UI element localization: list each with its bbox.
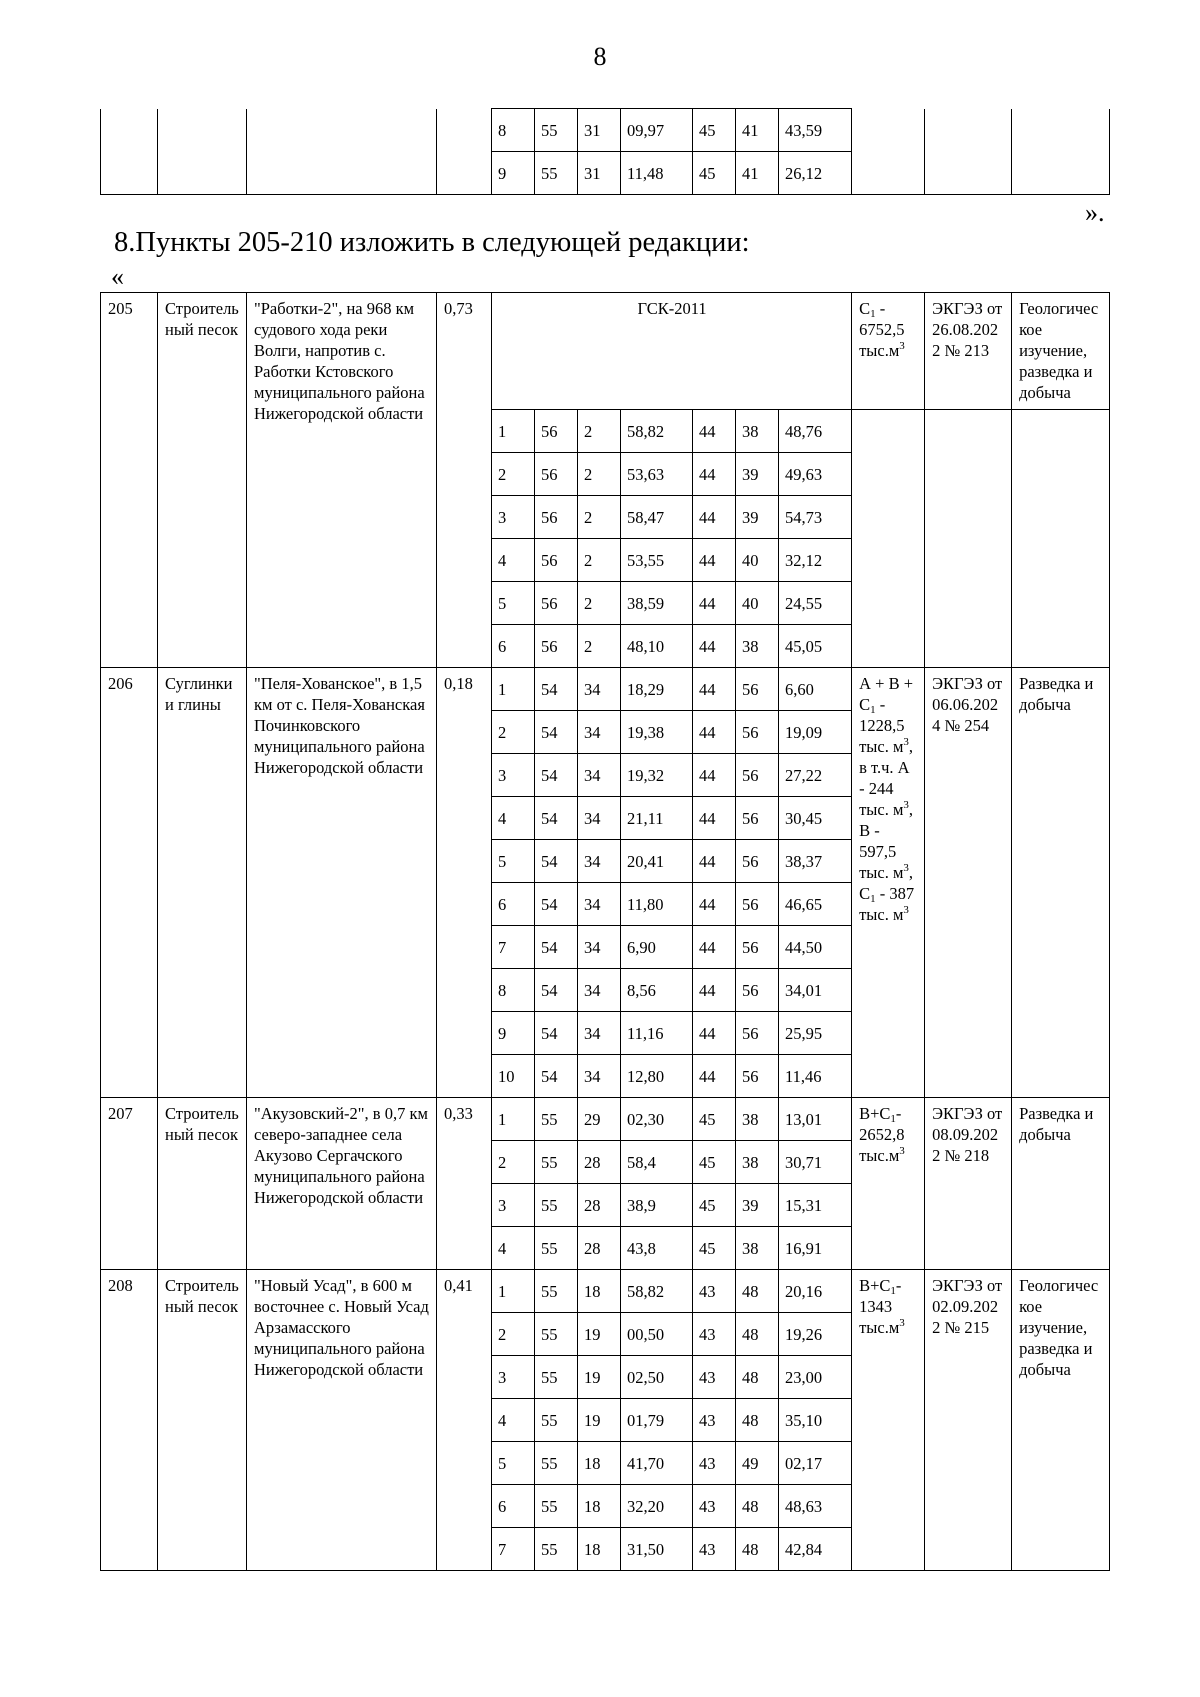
- lat-sec: 19,32: [621, 754, 693, 797]
- lon-deg: 45: [693, 1141, 736, 1184]
- lat-deg: 55: [535, 1313, 578, 1356]
- subscript-1: 1: [890, 1285, 896, 1297]
- deposit-location: "Пеля-Хованское", в 1,5 км от с. Пеля-Хованская Починковского муниципального района Нижегородской области: [247, 668, 437, 1098]
- lon-sec: 02,17: [779, 1442, 852, 1485]
- deposit-material: Строительный песок: [158, 1270, 247, 1571]
- lon-sec: 13,01: [779, 1098, 852, 1141]
- deposits-table: [100, 292, 1110, 1571]
- subscript-1: 1: [870, 308, 876, 320]
- point-number: 3: [492, 1184, 535, 1227]
- superscript-3: 3: [903, 904, 909, 916]
- lat-deg: 56: [535, 625, 578, 668]
- lon-sec: 23,00: [779, 1356, 852, 1399]
- deposit-location: "Работки-2", на 968 км судового хода реки Волги, напротив с. Работки Кстовского муниципального района Нижегородской области: [247, 293, 437, 668]
- reserves-text: В+С: [859, 1276, 891, 1295]
- superscript-3: 3: [903, 799, 909, 811]
- lon-min: 56: [736, 969, 779, 1012]
- superscript-3: 3: [899, 340, 905, 352]
- lon-deg: 45: [693, 1098, 736, 1141]
- lon-min: 56: [736, 754, 779, 797]
- previous-table-continuation: [100, 108, 1110, 195]
- lon-sec: 30,45: [779, 797, 852, 840]
- lat-sec: 31,50: [621, 1528, 693, 1571]
- lon-sec: 19,09: [779, 711, 852, 754]
- table-row: [101, 109, 1110, 152]
- lon-sec: 45,05: [779, 625, 852, 668]
- lat-deg: 54: [535, 969, 578, 1012]
- lat-min: 31: [578, 109, 621, 152]
- point-number: 6: [492, 1485, 535, 1528]
- deposit-number: 205: [101, 293, 158, 668]
- lon-sec: 26,12: [779, 152, 852, 195]
- point-number: 4: [492, 797, 535, 840]
- lat-sec: 11,16: [621, 1012, 693, 1055]
- lon-deg: 44: [693, 797, 736, 840]
- deposit-document: ЭКГЭЗ от 06.06.2024 № 254: [925, 668, 1012, 1098]
- reserves-text: -1343 тыс.м: [859, 1276, 902, 1337]
- deposit-material: Суглинки и глины: [158, 668, 247, 1098]
- lon-deg: 44: [693, 711, 736, 754]
- lat-deg: 54: [535, 1055, 578, 1098]
- point-number: 1: [492, 1270, 535, 1313]
- lat-min: 2: [578, 410, 621, 453]
- page-number: 8: [593, 42, 607, 71]
- lon-min: 56: [736, 1012, 779, 1055]
- point-number: 4: [492, 1227, 535, 1270]
- deposit-location: "Акузовский-2", в 0,7 км северо-западнее села Акузово Сергачского муниципального района Нижегородской области: [247, 1098, 437, 1270]
- lat-sec: 21,11: [621, 797, 693, 840]
- lon-min: 56: [736, 926, 779, 969]
- lat-sec: 58,82: [621, 1270, 693, 1313]
- lat-min: 34: [578, 969, 621, 1012]
- lat-min: 19: [578, 1356, 621, 1399]
- reserves-text: C: [859, 299, 871, 318]
- lon-deg: 44: [693, 969, 736, 1012]
- point-number: 9: [492, 1012, 535, 1055]
- deposit-area: 0,73: [437, 293, 492, 668]
- lon-sec: 27,22: [779, 754, 852, 797]
- superscript-3: 3: [903, 862, 909, 874]
- lon-sec: 48,76: [779, 410, 852, 453]
- lat-sec: 09,97: [621, 109, 693, 152]
- point-number: 8: [492, 109, 535, 152]
- lat-deg: 54: [535, 711, 578, 754]
- lat-deg: 56: [535, 410, 578, 453]
- lat-deg: 56: [535, 582, 578, 625]
- lon-min: 48: [736, 1270, 779, 1313]
- lat-deg: 55: [535, 1442, 578, 1485]
- lon-deg: 44: [693, 625, 736, 668]
- lat-sec: 41,70: [621, 1442, 693, 1485]
- lon-min: 56: [736, 840, 779, 883]
- lon-deg: 44: [693, 754, 736, 797]
- coordinate-system: ГСК-2011: [492, 293, 852, 410]
- lat-min: 34: [578, 668, 621, 711]
- lon-sec: 32,12: [779, 539, 852, 582]
- lon-min: 48: [736, 1399, 779, 1442]
- lon-deg: 43: [693, 1356, 736, 1399]
- lat-sec: 18,29: [621, 668, 693, 711]
- lon-deg: 44: [693, 582, 736, 625]
- lat-sec: 19,38: [621, 711, 693, 754]
- deposit-reserves: [852, 1270, 925, 1571]
- lon-sec: 49,63: [779, 453, 852, 496]
- lat-min: 2: [578, 539, 621, 582]
- lat-sec: 12,80: [621, 1055, 693, 1098]
- lon-sec: 24,55: [779, 582, 852, 625]
- lat-deg: 54: [535, 668, 578, 711]
- point-number: 2: [492, 1141, 535, 1184]
- point-number: 8: [492, 969, 535, 1012]
- lon-sec: 42,84: [779, 1528, 852, 1571]
- closing-quote: ».: [1085, 198, 1105, 227]
- lat-sec: 20,41: [621, 840, 693, 883]
- blank-cell: [925, 410, 1012, 668]
- deposit-purpose: Разведка и добыча: [1012, 1098, 1110, 1270]
- lat-min: 34: [578, 883, 621, 926]
- lon-sec: 48,63: [779, 1485, 852, 1528]
- point-number: 7: [492, 1528, 535, 1571]
- deposit-number: 208: [101, 1270, 158, 1571]
- table-row: [101, 1098, 1110, 1141]
- lat-deg: 55: [535, 109, 578, 152]
- lat-min: 19: [578, 1313, 621, 1356]
- deposit-purpose: Геологическое изучение, разведка и добыча: [1012, 293, 1110, 410]
- lon-min: 38: [736, 625, 779, 668]
- point-number: 6: [492, 883, 535, 926]
- lat-sec: 58,82: [621, 410, 693, 453]
- lat-min: 34: [578, 1012, 621, 1055]
- point-number: 5: [492, 582, 535, 625]
- subscript-1: 1: [870, 893, 876, 905]
- lat-deg: 54: [535, 926, 578, 969]
- lat-min: 18: [578, 1442, 621, 1485]
- table-row: [101, 668, 1110, 711]
- lon-min: 38: [736, 1227, 779, 1270]
- reserves-text: , В - 597,5 тыс. м: [859, 800, 914, 882]
- lat-sec: 48,10: [621, 625, 693, 668]
- point-number: 3: [492, 754, 535, 797]
- deposit-reserves: [852, 668, 925, 1098]
- lon-deg: 44: [693, 410, 736, 453]
- lon-min: 56: [736, 1055, 779, 1098]
- lon-sec: 34,01: [779, 969, 852, 1012]
- lat-min: 34: [578, 754, 621, 797]
- lat-min: 34: [578, 1055, 621, 1098]
- reserves-text: А + В + С: [859, 674, 914, 714]
- lat-deg: 54: [535, 754, 578, 797]
- reserves-text: , в т.ч. А - 244 тыс. м: [859, 737, 914, 819]
- lon-deg: 43: [693, 1528, 736, 1571]
- lon-min: 56: [736, 883, 779, 926]
- point-number: 1: [492, 668, 535, 711]
- lat-sec: 38,9: [621, 1184, 693, 1227]
- lat-min: 28: [578, 1141, 621, 1184]
- deposit-material: Строительный песок: [158, 1098, 247, 1270]
- point-number: 1: [492, 1098, 535, 1141]
- point-number: 2: [492, 711, 535, 754]
- lat-deg: 56: [535, 453, 578, 496]
- lon-sec: 44,50: [779, 926, 852, 969]
- point-number: 4: [492, 1399, 535, 1442]
- point-number: 2: [492, 1313, 535, 1356]
- lat-deg: 55: [535, 1528, 578, 1571]
- deposit-document: ЭКГЭЗ от 08.09.2022 № 218: [925, 1098, 1012, 1270]
- lon-sec: 54,73: [779, 496, 852, 539]
- lat-sec: 11,80: [621, 883, 693, 926]
- lon-sec: 20,16: [779, 1270, 852, 1313]
- table-row: [101, 293, 1110, 410]
- lon-deg: 43: [693, 1270, 736, 1313]
- lat-sec: 02,30: [621, 1098, 693, 1141]
- lat-min: 2: [578, 625, 621, 668]
- point-number: 3: [492, 1356, 535, 1399]
- lon-sec: 19,26: [779, 1313, 852, 1356]
- lon-deg: 43: [693, 1442, 736, 1485]
- reserves-text: В+С: [859, 1104, 891, 1123]
- section-heading: 8.Пункты 205-210 изложить в следующей редакции:: [114, 227, 750, 258]
- deposit-reserves: [852, 1098, 925, 1270]
- opening-quote: «: [111, 262, 124, 291]
- lon-min: 39: [736, 453, 779, 496]
- point-number: 7: [492, 926, 535, 969]
- lon-deg: 44: [693, 668, 736, 711]
- reserves-text: -2652,8 тыс.м: [859, 1104, 905, 1165]
- lat-min: 2: [578, 453, 621, 496]
- lat-sec: 11,48: [621, 152, 693, 195]
- lat-sec: 02,50: [621, 1356, 693, 1399]
- lon-sec: 16,91: [779, 1227, 852, 1270]
- deposit-number: 207: [101, 1098, 158, 1270]
- lon-deg: 45: [693, 1227, 736, 1270]
- lon-deg: 43: [693, 1485, 736, 1528]
- lat-min: 28: [578, 1227, 621, 1270]
- lon-min: 39: [736, 496, 779, 539]
- lat-min: 34: [578, 926, 621, 969]
- lon-min: 40: [736, 582, 779, 625]
- lat-deg: 55: [535, 1184, 578, 1227]
- deposit-material: Строительный песок: [158, 293, 247, 668]
- lat-deg: 55: [535, 1399, 578, 1442]
- lat-deg: 55: [535, 1141, 578, 1184]
- lat-sec: 8,56: [621, 969, 693, 1012]
- lon-min: 41: [736, 109, 779, 152]
- lat-deg: 56: [535, 539, 578, 582]
- lat-sec: 53,55: [621, 539, 693, 582]
- lon-deg: 43: [693, 1399, 736, 1442]
- lat-sec: 32,20: [621, 1485, 693, 1528]
- lat-sec: 00,50: [621, 1313, 693, 1356]
- lat-deg: 56: [535, 496, 578, 539]
- lon-deg: 45: [693, 109, 736, 152]
- lat-deg: 55: [535, 152, 578, 195]
- lon-min: 48: [736, 1528, 779, 1571]
- reserves-text: - 1228,5 тыс. м: [859, 695, 905, 756]
- lat-min: 19: [578, 1399, 621, 1442]
- lon-deg: 44: [693, 883, 736, 926]
- lat-deg: 54: [535, 1012, 578, 1055]
- lon-sec: 30,71: [779, 1141, 852, 1184]
- lon-deg: 44: [693, 926, 736, 969]
- reserves-text: - 6752,5 тыс.м: [859, 299, 905, 360]
- point-number: 5: [492, 840, 535, 883]
- lon-min: 49: [736, 1442, 779, 1485]
- lon-min: 40: [736, 539, 779, 582]
- deposit-reserves: [852, 293, 925, 410]
- subscript-1: 1: [890, 1113, 896, 1125]
- lon-deg: 44: [693, 539, 736, 582]
- subscript-1: 1: [870, 704, 876, 716]
- deposit-area: 0,41: [437, 1270, 492, 1571]
- point-number: 6: [492, 625, 535, 668]
- table-row: [101, 1270, 1110, 1313]
- lat-deg: 55: [535, 1485, 578, 1528]
- superscript-3: 3: [899, 1145, 905, 1157]
- lat-min: 34: [578, 840, 621, 883]
- lat-min: 18: [578, 1270, 621, 1313]
- lat-min: 31: [578, 152, 621, 195]
- superscript-3: 3: [899, 1317, 905, 1329]
- lat-min: 18: [578, 1485, 621, 1528]
- lon-sec: 25,95: [779, 1012, 852, 1055]
- lat-deg: 55: [535, 1270, 578, 1313]
- lon-deg: 43: [693, 1313, 736, 1356]
- lat-deg: 55: [535, 1098, 578, 1141]
- lon-min: 56: [736, 711, 779, 754]
- lon-min: 48: [736, 1356, 779, 1399]
- deposit-document: ЭКГЭЗ от 02.09.2022 № 215: [925, 1270, 1012, 1571]
- lon-sec: 11,46: [779, 1055, 852, 1098]
- lon-sec: 43,59: [779, 109, 852, 152]
- lat-sec: 43,8: [621, 1227, 693, 1270]
- lon-deg: 45: [693, 152, 736, 195]
- deposit-number: 206: [101, 668, 158, 1098]
- blank-cell: [852, 410, 925, 668]
- lat-sec: 58,4: [621, 1141, 693, 1184]
- lon-min: 39: [736, 1184, 779, 1227]
- lat-deg: 54: [535, 797, 578, 840]
- lon-sec: 15,31: [779, 1184, 852, 1227]
- reserves-text: , С: [859, 863, 914, 903]
- superscript-3: 3: [903, 736, 909, 748]
- reserves-text: - 387 тыс. м: [859, 884, 915, 924]
- lat-min: 34: [578, 711, 621, 754]
- point-number: 9: [492, 152, 535, 195]
- deposit-purpose: Разведка и добыча: [1012, 668, 1110, 1098]
- lat-sec: 58,47: [621, 496, 693, 539]
- lon-min: 41: [736, 152, 779, 195]
- lon-min: 48: [736, 1313, 779, 1356]
- lat-sec: 6,90: [621, 926, 693, 969]
- blank-cell: [1012, 410, 1110, 668]
- point-number: 10: [492, 1055, 535, 1098]
- lon-min: 56: [736, 797, 779, 840]
- lon-deg: 44: [693, 1012, 736, 1055]
- lon-deg: 44: [693, 453, 736, 496]
- point-number: 2: [492, 453, 535, 496]
- lon-sec: 46,65: [779, 883, 852, 926]
- lat-min: 18: [578, 1528, 621, 1571]
- point-number: 5: [492, 1442, 535, 1485]
- point-number: 1: [492, 410, 535, 453]
- lat-min: 29: [578, 1098, 621, 1141]
- lon-min: 38: [736, 1141, 779, 1184]
- lon-min: 38: [736, 410, 779, 453]
- lon-min: 56: [736, 668, 779, 711]
- deposit-document: ЭКГЭЗ от 26.08.2022 № 213: [925, 293, 1012, 410]
- lon-deg: 45: [693, 1184, 736, 1227]
- lon-deg: 44: [693, 840, 736, 883]
- deposit-area: 0,33: [437, 1098, 492, 1270]
- lat-min: 2: [578, 496, 621, 539]
- point-number: 3: [492, 496, 535, 539]
- deposit-purpose: Геологическое изучение, разведка и добыча: [1012, 1270, 1110, 1571]
- lat-min: 34: [578, 797, 621, 840]
- point-number: 4: [492, 539, 535, 582]
- lat-deg: 54: [535, 883, 578, 926]
- lon-min: 38: [736, 1098, 779, 1141]
- lat-sec: 01,79: [621, 1399, 693, 1442]
- lon-min: 48: [736, 1485, 779, 1528]
- lat-sec: 38,59: [621, 582, 693, 625]
- lat-sec: 53,63: [621, 453, 693, 496]
- lon-sec: 6,60: [779, 668, 852, 711]
- lat-deg: 54: [535, 840, 578, 883]
- lat-deg: 55: [535, 1356, 578, 1399]
- lat-min: 2: [578, 582, 621, 625]
- lat-deg: 55: [535, 1227, 578, 1270]
- lon-sec: 35,10: [779, 1399, 852, 1442]
- deposit-location: "Новый Усад", в 600 м восточнее с. Новый Усад Арзамасского муниципального района Нижегородской области: [247, 1270, 437, 1571]
- deposit-area: 0,18: [437, 668, 492, 1098]
- lon-sec: 38,37: [779, 840, 852, 883]
- lon-deg: 44: [693, 496, 736, 539]
- lat-min: 28: [578, 1184, 621, 1227]
- lon-deg: 44: [693, 1055, 736, 1098]
